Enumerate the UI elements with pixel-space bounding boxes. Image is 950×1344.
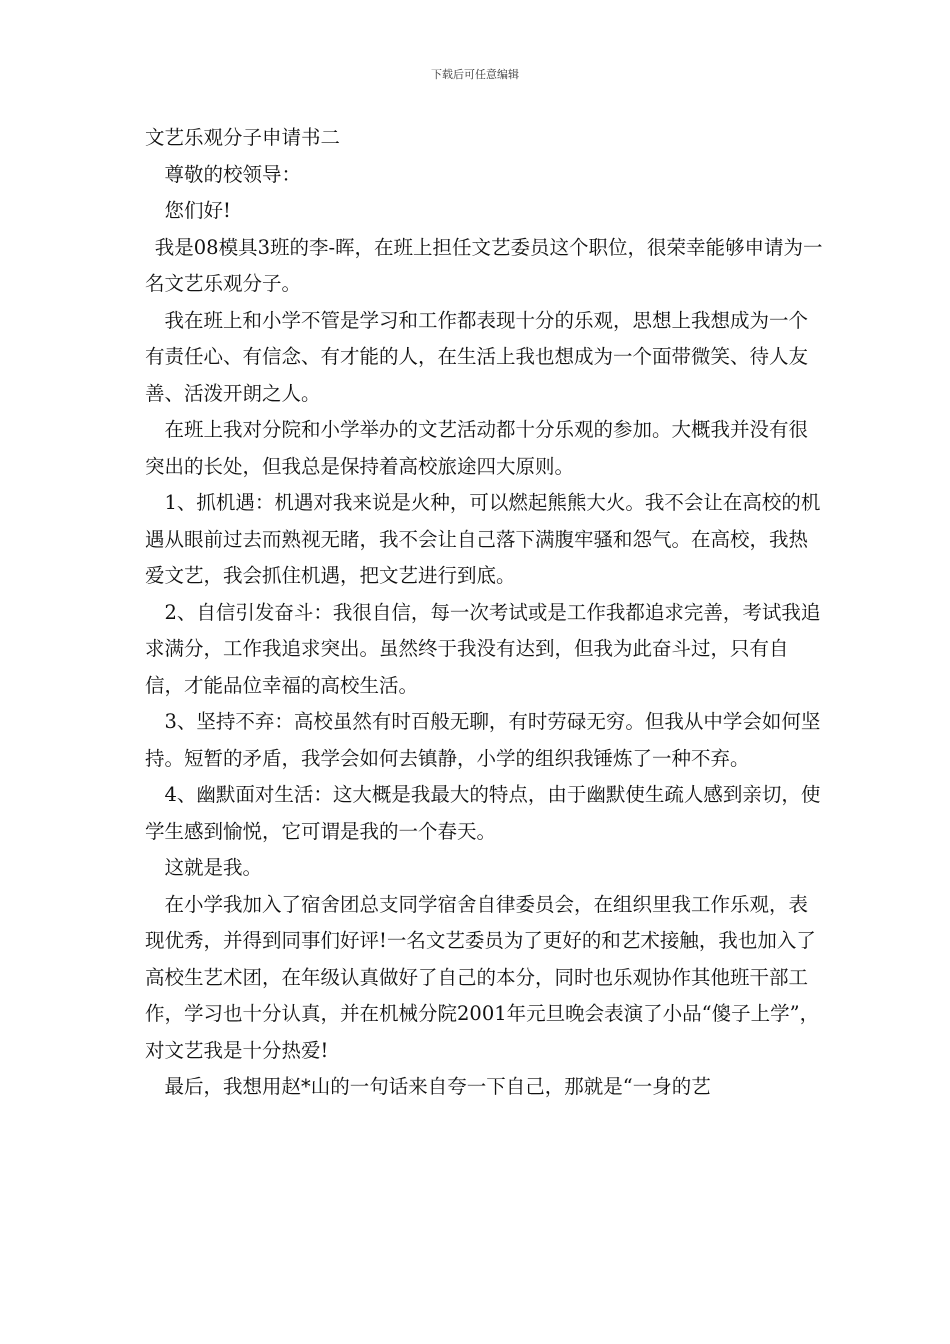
paragraph: 1、抓机遇：机遇对我来说是火种，可以燃起熊熊大火。我不会让在高校的机遇从眼前过去而熟视无睹，我不会让自己落下满腹牢骚和怨气。在高校，我热爱文艺，我会抓住机遇，把文艺进行到底。 (145, 491, 821, 587)
paragraph: 在班上我对分院和小学举办的文艺活动都十分乐观的参加。大概我并没有很突出的长处，但我总是保持着高校旅途四大原则。 (145, 418, 809, 478)
paragraph: 最后，我想用赵*山的一句话来自夸一下自己，那就是“一身的艺 (164, 1075, 711, 1098)
paragraph-greeting: 您们好! (164, 199, 231, 222)
document-title: 文艺乐观分子申请书二 (145, 126, 341, 149)
paragraph: 3、坚持不弃：高校虽然有时百般无聊，有时劳碌无穷。但我从中学会如何坚持。短暂的矛盾，我学会如何去镇静，小学的组织我锤炼了一种不弃。 (145, 710, 821, 770)
header-note: 下载后可任意编辑 (431, 68, 519, 81)
paragraph: 在小学我加入了宿舍团总支同学宿舍自律委员会，在组织里我工作乐观，表现优秀，并得到同事们好评!一名文艺委员为了更好的和艺术接触，我也加入了高校生艺术团，在年级认真做好了自己的本分，同时也乐观协作其他班干部工作，学习也十分认真，并在机械分院2001年元旦晚会表演了小品“傻子上学”，对文艺我是十分热爱! (145, 892, 820, 1062)
paragraph: 2、自信引发奋斗：我很自信，每一次考试或是工作我都追求完善，考试我追求满分，工作我追求突出。虽然终于我没有达到，但我为此奋斗过，只有自信，才能品位幸福的高校生活。 (145, 600, 821, 697)
paragraph-salutation: 尊敬的校领导： (164, 162, 302, 186)
paragraph: 我是08模具3班的李-晖，在班上担任文艺委员这个职位，很荣幸能够申请为一名文艺乐观分子。 (145, 235, 823, 295)
document-body (145, 120, 825, 1106)
paragraph: 我在班上和小学不管是学习和工作都表现十分的乐观，思想上我想成为一个有责任心、有信念、有才能的人，在生活上我也想成为一个面带微笑、待人友善、活泼开朗之人。 (145, 308, 809, 405)
paragraph: 这就是我。 (164, 856, 263, 879)
paragraph: 4、幽默面对生活：这大概是我最大的特点，由于幽默使生疏人感到亲切，使学生感到愉悦，它可谓是我的一个春天。 (145, 783, 821, 843)
